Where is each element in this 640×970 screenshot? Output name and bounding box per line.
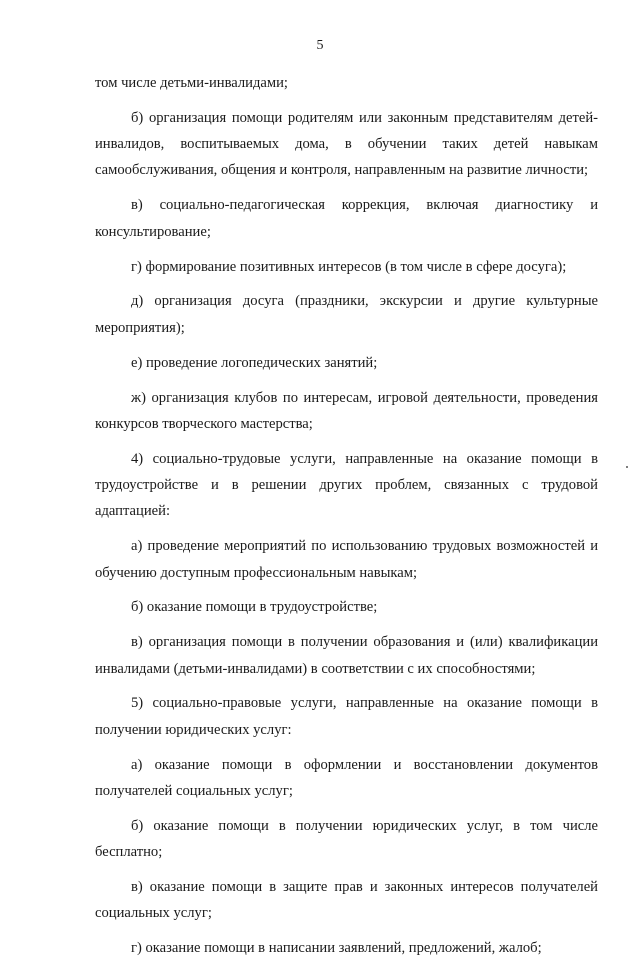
paragraph-section-4-labor-services: 4) социально-трудовые услуги, направленные на оказание помощи в трудоустройстве и в решении других проблем, связанных с трудовой адаптацией: <box>95 450 598 520</box>
paragraph-item-b-legal-help: б) оказание помощи в получении юридических услуг, в том числе бесплатно; <box>95 817 598 861</box>
paragraph-item-zh-clubs: ж) организация клубов по интересам, игровой деятельности, проведения конкурсов творческого мастерства; <box>95 389 598 432</box>
paragraph-item-v-education-help: в) организация помощи в получении образования и (или) квалификации инвалидами (детьми-инвалидами) в соответствии с их способностями; <box>95 634 598 677</box>
paragraph-section-5-legal-services: 5) социально-правовые услуги, направленные на оказание помощи в получении юридических услуг: <box>95 695 598 738</box>
page-number: 5 <box>316 38 324 53</box>
paragraph-item-v-pedagogical-correction: в) социально-педагогическая коррекция, включая диагностику и консультирование; <box>95 197 598 240</box>
paragraph-item-a-documents: а) оказание помощи в оформлении и восстановлении документов получателей социальных услуг; <box>95 756 598 799</box>
paragraph-item-b-employment-help: б) оказание помощи в трудоустройстве; <box>131 599 378 616</box>
document-body <box>95 70 598 970</box>
paragraph-item-g-applications: г) оказание помощи в написании заявлений, предложений, жалоб; <box>131 940 542 957</box>
paragraph-item-b-parents-help: б) организация помощи родителям или законным представителям детей-инвалидов, воспитываемых дома, в обучении таких детей навыкам самообслуживания, общения и контроля, направленным на развитие личности; <box>95 109 598 179</box>
scan-speck <box>626 466 628 468</box>
paragraph-item-g-positive-interests: г) формирование позитивных интересов (в том числе в сфере досуга); <box>131 258 567 275</box>
paragraph-continuation: том числе детьми-инвалидами; <box>95 75 288 91</box>
paragraph-item-a-labor-activities: а) проведение мероприятий по использованию трудовых возможностей и обучению доступным профессиональным навыкам; <box>95 538 598 581</box>
paragraph-item-v-rights-protection: в) оказание помощи в защите прав и законных интересов получателей социальных услуг; <box>95 879 598 922</box>
paragraph-item-d-leisure: д) организация досуга (праздники, экскурсии и другие культурные мероприятия); <box>95 293 598 336</box>
paragraph-item-e-speech-therapy: е) проведение логопедических занятий; <box>131 354 378 371</box>
